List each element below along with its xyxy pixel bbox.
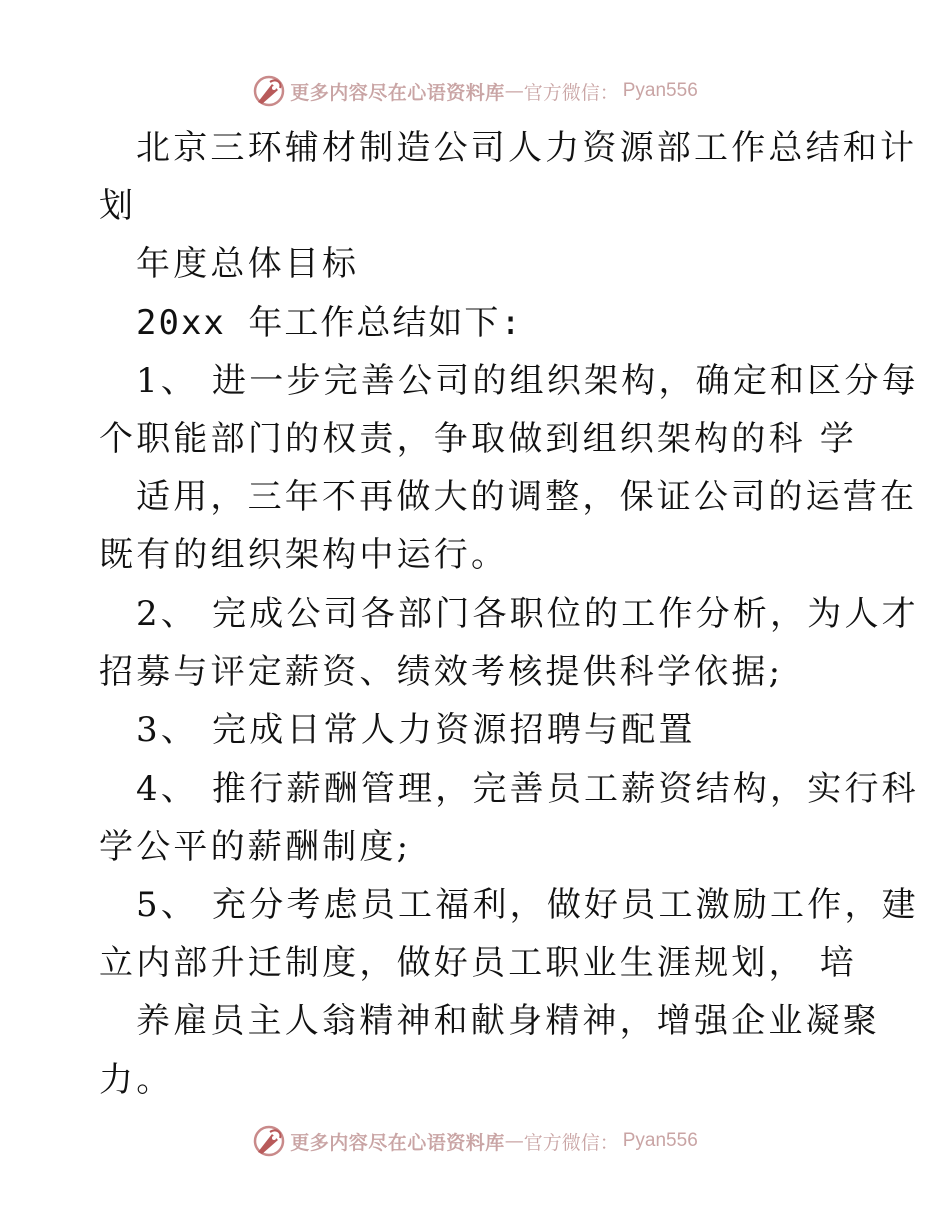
paragraph-line: 立内部升迁制度，做好员工职业生涯规划， 培	[99, 943, 858, 983]
pen-nib-logo-icon	[252, 1124, 286, 1158]
watermark-wechat-id: Pyan556	[622, 1130, 698, 1151]
paragraph-line: 养雇员主人翁精神和献身精神，增强企业凝聚	[136, 1001, 880, 1041]
watermark-sub-text: 官方微信：	[523, 1131, 619, 1154]
title-line-2: 划	[99, 186, 137, 226]
watermark-dash: —	[504, 80, 524, 102]
paragraph-line: 4、 推行薪酬管理，完善员工薪资结构，实行科	[136, 769, 919, 809]
watermark-main-text: 更多内容尽在心语资料库	[290, 81, 505, 104]
watermark-header	[0, 71, 950, 111]
watermark-footer	[0, 1121, 950, 1161]
paragraph-line: 既有的组织架构中运行。	[99, 535, 509, 575]
summary-intro: 20xx 年工作总结如下:	[136, 303, 523, 343]
paragraph-line: 学公平的薪酬制度;	[99, 827, 412, 867]
watermark-wechat-id: Pyan556	[622, 80, 698, 101]
watermark-main-text: 更多内容尽在心语资料库	[290, 1131, 505, 1154]
pen-nib-logo-icon	[252, 74, 286, 108]
title-line-1: 北京三环辅材制造公司人力资源部工作总结和计	[136, 128, 918, 168]
paragraph-line: 5、 充分考虑员工福利，做好员工激励工作，建	[136, 885, 919, 925]
paragraph-line: 力。	[99, 1060, 174, 1100]
paragraph-line: 招募与评定薪资、绩效考核提供科学依据;	[99, 652, 784, 692]
paragraph-line: 1、 进一步完善公司的组织架构，确定和区分每	[136, 361, 919, 401]
watermark-sub-text: 官方微信：	[523, 81, 619, 104]
paragraph-line: 个职能部门的权责，争取做到组织架构的科 学	[99, 419, 858, 459]
watermark-dash: —	[504, 1130, 524, 1152]
section-heading: 年度总体目标	[136, 244, 360, 284]
paragraph-line: 3、 完成日常人力资源招聘与配置	[136, 710, 696, 750]
paragraph-line: 适用，三年不再做大的调整，保证公司的运营在	[136, 477, 918, 517]
paragraph-line: 2、 完成公司各部门各职位的工作分析，为人才	[136, 594, 919, 634]
